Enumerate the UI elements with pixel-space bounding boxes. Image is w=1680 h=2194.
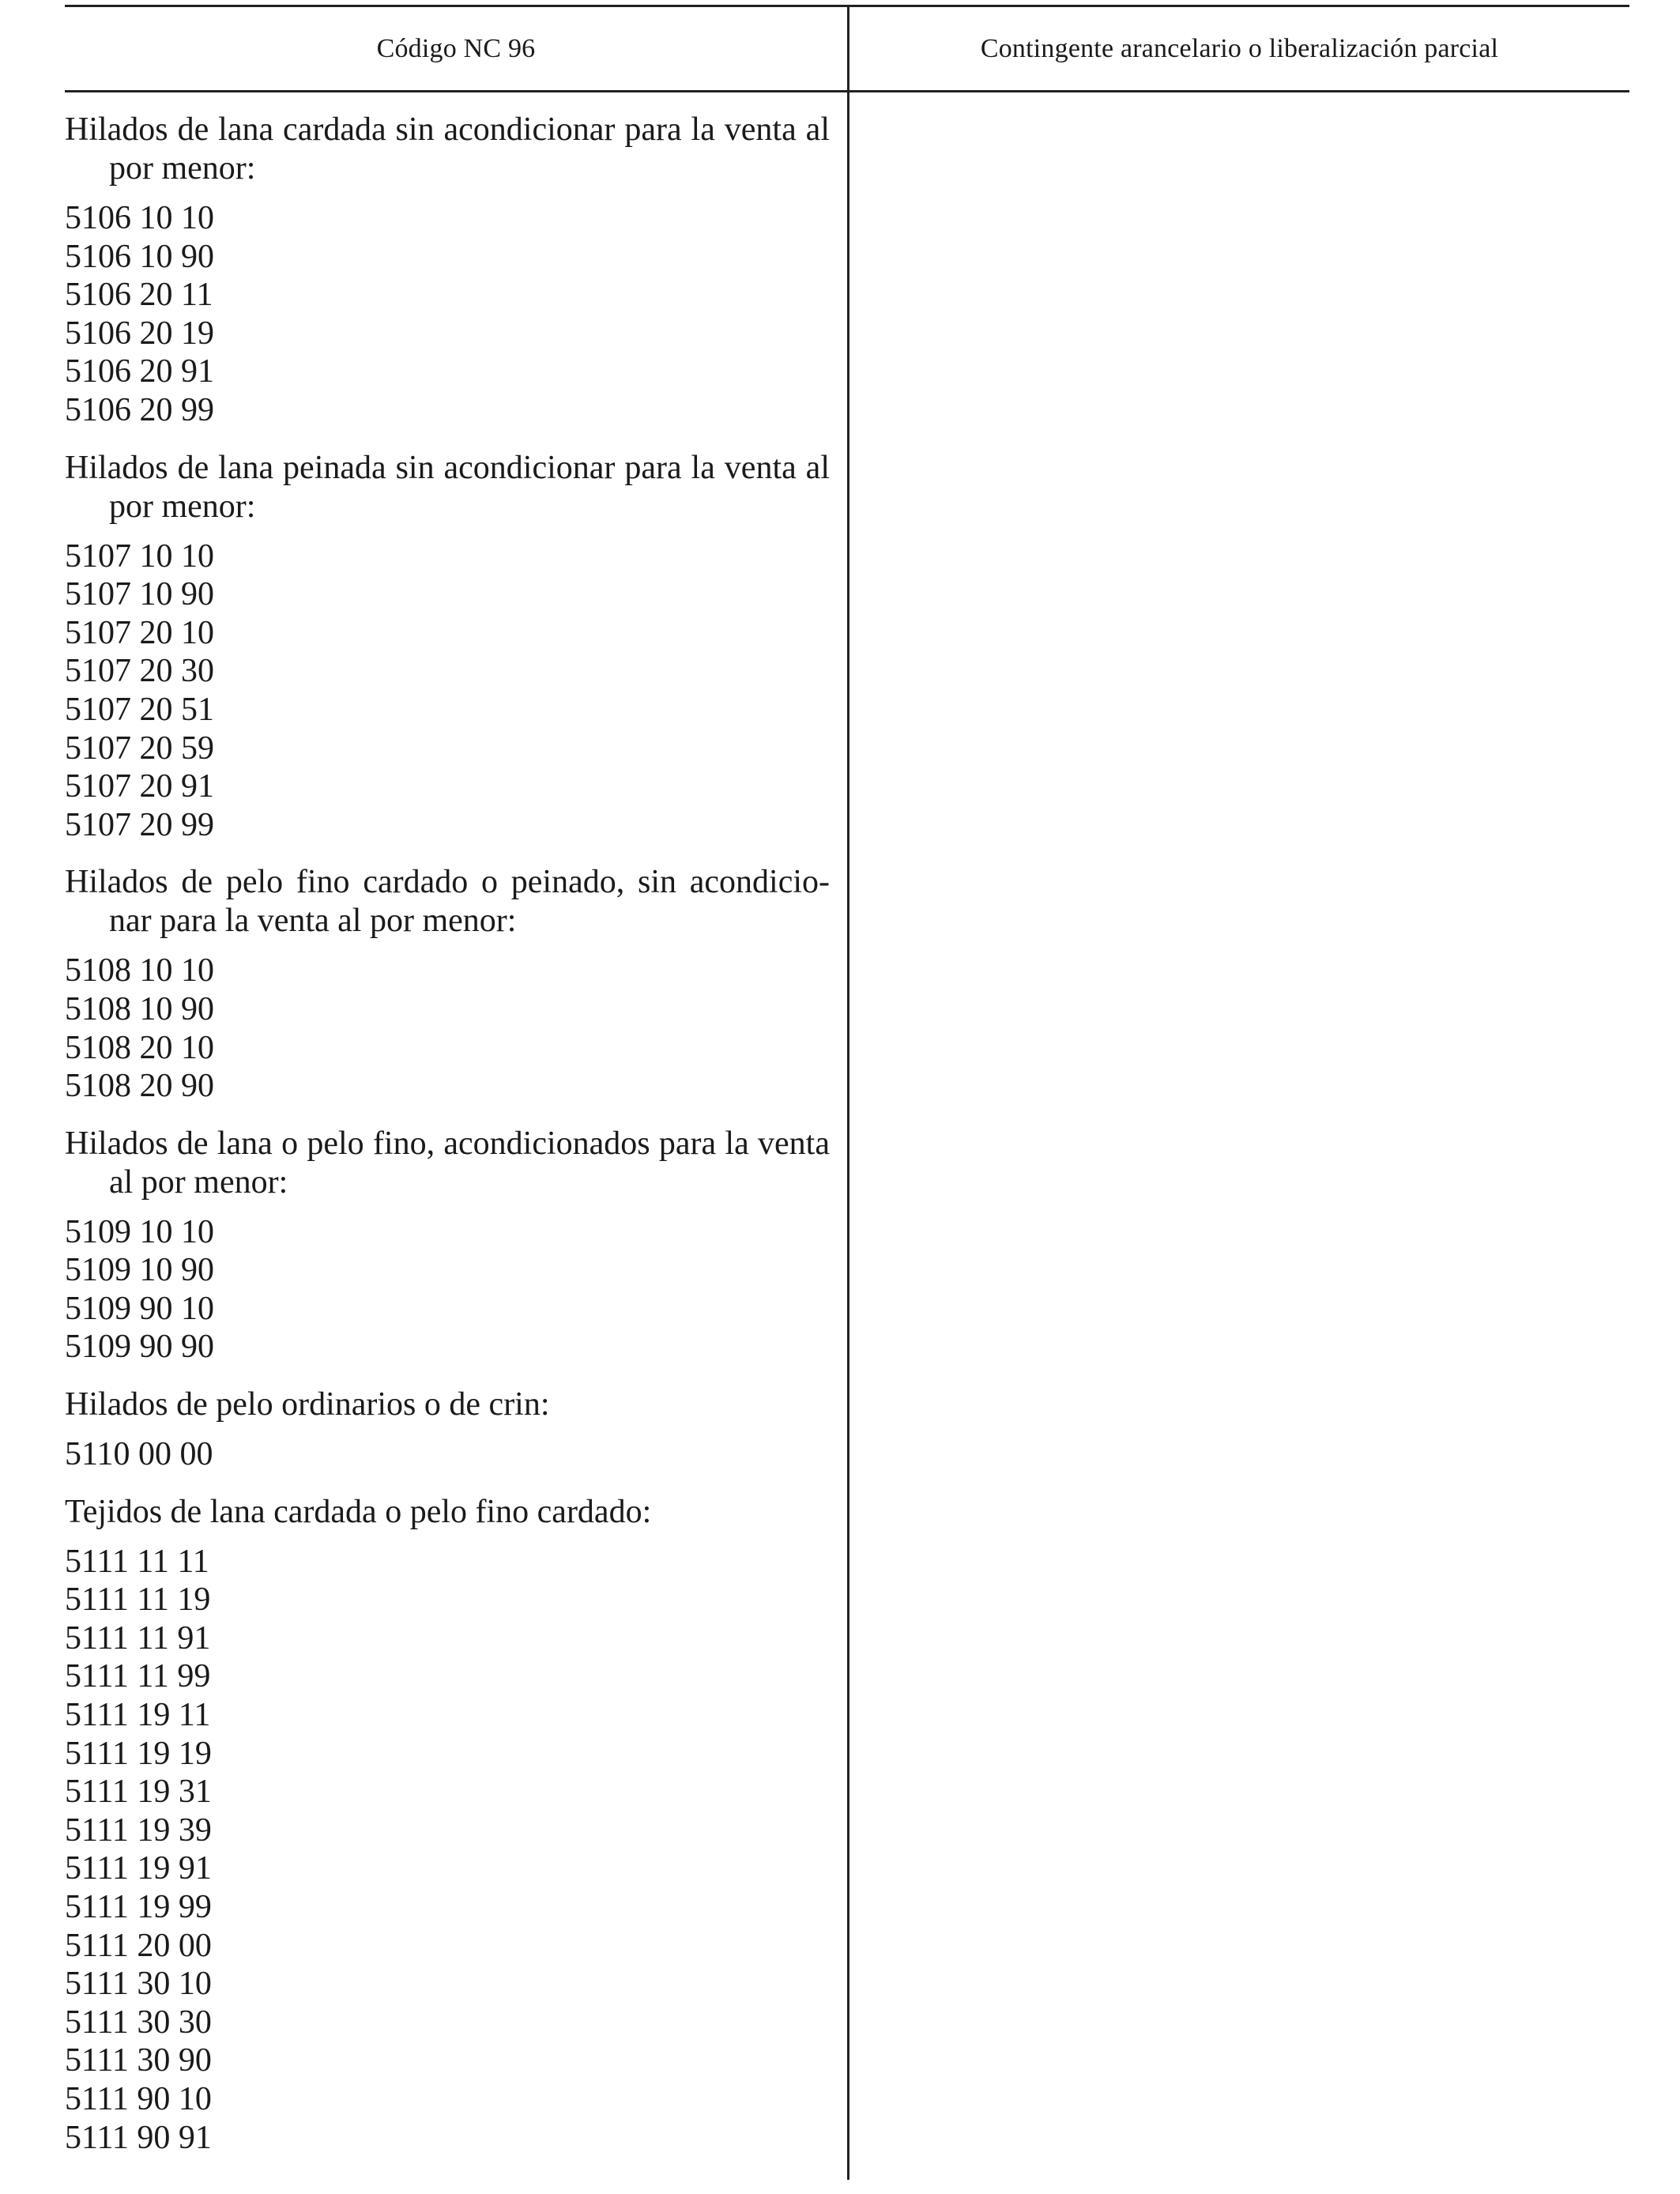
code-list (65, 199, 830, 430)
tariff-code: 5111 30 30 (65, 2004, 212, 2041)
tariff-code: 5111 19 39 (65, 1811, 212, 1849)
tariff-code: 5108 10 90 (65, 990, 214, 1027)
tariff-code: 5111 11 99 (65, 1658, 211, 1695)
code-list (65, 1543, 830, 2158)
group-title: Hilados de lana peinada sin acondicionar para la venta al por menor: (65, 449, 830, 525)
tariff-code: 5107 20 91 (65, 768, 214, 805)
tariff-code: 5107 20 51 (65, 691, 214, 728)
tariff-code: 5109 10 90 (65, 1252, 214, 1289)
tariff-code: 5108 20 90 (65, 1068, 214, 1105)
tariff-code: 5107 20 59 (65, 729, 214, 767)
code-list (65, 537, 830, 845)
tariff-code: 5111 90 91 (65, 2119, 212, 2156)
tariff-group (65, 449, 830, 845)
header-quota-column: Contingente arancelario o liberalización parcial (980, 33, 1499, 63)
tariff-code: 5111 20 00 (65, 1927, 212, 1964)
tariff-code: 5109 90 10 (65, 1290, 214, 1327)
tariff-code: 5109 90 90 (65, 1329, 214, 1366)
column-divider (847, 5, 849, 2180)
tariff-group (65, 1385, 830, 1474)
tariff-group (65, 1493, 830, 2158)
tariff-code: 5109 10 10 (65, 1213, 214, 1250)
tariff-code: 5106 20 19 (65, 315, 214, 352)
group-title: Hilados de lana cardada sin acondicionar para la venta al por menor: (65, 111, 830, 187)
tariff-code: 5111 19 19 (65, 1735, 212, 1772)
tariff-group (65, 1125, 830, 1367)
tariff-code: 5106 10 10 (65, 200, 214, 236)
tariff-group (65, 111, 830, 430)
tariff-code: 5111 90 10 (65, 2080, 212, 2117)
tariff-code: 5107 20 10 (65, 614, 214, 651)
group-title: Hilados de lana o pelo fino, acondicionados para la venta al por menor: (65, 1125, 830, 1201)
tariff-code: 5111 11 11 (65, 1543, 209, 1580)
code-list (65, 1435, 830, 1474)
tariff-code: 5107 10 90 (65, 576, 214, 613)
group-title: Hilados de pelo fino cardado o peinado, sin acondicio-nar para la venta al por menor: (65, 864, 830, 940)
tariff-code: 5111 19 99 (65, 1889, 212, 1925)
code-list (65, 952, 830, 1105)
header-code-column: Código NC 96 (376, 33, 536, 63)
tariff-code: 5106 10 90 (65, 238, 214, 275)
tariff-code: 5106 20 91 (65, 353, 214, 390)
tariff-code: 5111 19 91 (65, 1850, 212, 1887)
code-list (65, 1213, 830, 1367)
tariff-group (65, 863, 830, 1105)
tariff-code: 5111 19 11 (65, 1697, 211, 1734)
tariff-code: 5106 20 11 (65, 277, 213, 314)
code-column (65, 111, 830, 2176)
tariff-code: 5111 11 91 (65, 1619, 211, 1657)
tariff-code: 5108 20 10 (65, 1029, 214, 1066)
tariff-code: 5111 30 90 (65, 2042, 212, 2079)
tariff-code: 5111 19 31 (65, 1774, 212, 1811)
tariff-code: 5106 20 99 (65, 391, 214, 428)
tariff-code: 5108 10 10 (65, 952, 214, 990)
group-title: Tejidos de lana cardada o pelo fino cardado: (65, 1493, 652, 1530)
tariff-code: 5110 00 00 (65, 1436, 213, 1473)
tariff-code: 5111 11 19 (65, 1581, 211, 1619)
tariff-code: 5107 10 10 (65, 537, 214, 575)
tariff-code: 5107 20 99 (65, 806, 214, 843)
tariff-code: 5111 30 10 (65, 1966, 212, 2003)
tariff-code: 5107 20 30 (65, 653, 214, 690)
group-title: Hilados de pelo ordinarios o de crin: (65, 1386, 550, 1423)
